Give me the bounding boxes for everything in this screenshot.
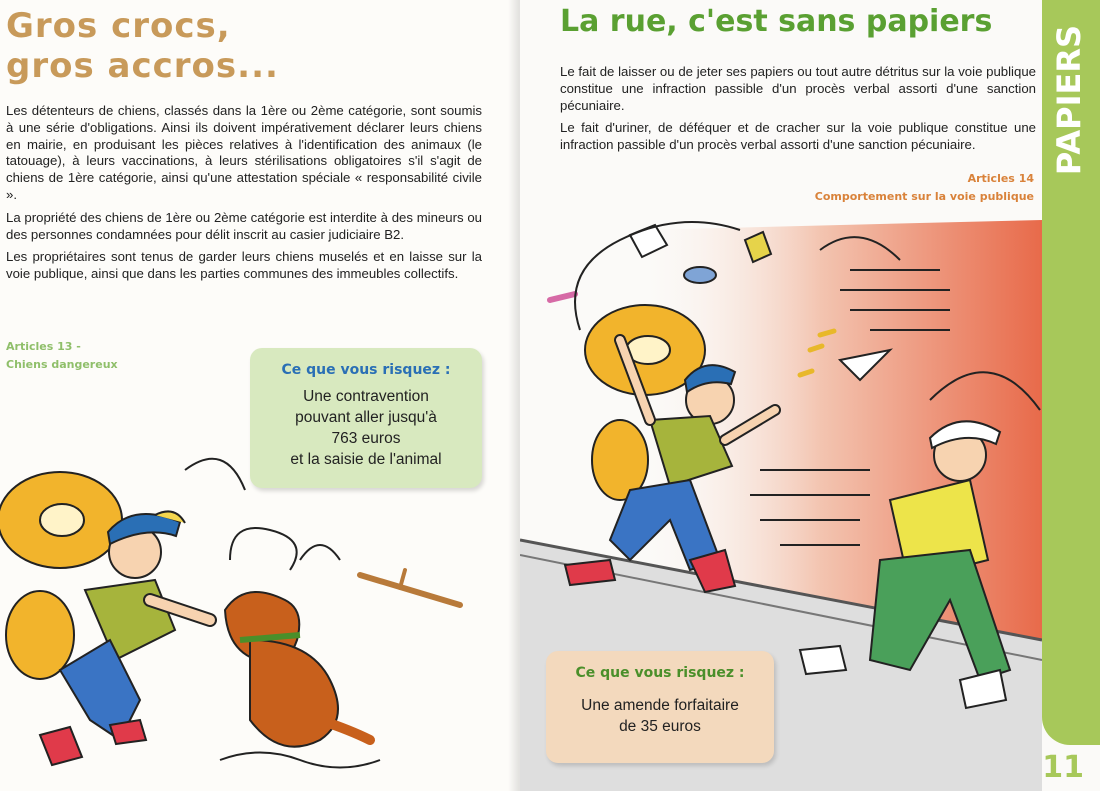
side-tab-text: PAPIERS xyxy=(1050,24,1088,176)
risk-box-body xyxy=(546,695,774,737)
risk-line: Une amende forfaitaire xyxy=(581,697,739,714)
left-page xyxy=(0,0,520,791)
motion-lines xyxy=(185,459,340,570)
article-subject: Comportement sur la voie publique xyxy=(814,190,1034,203)
dog-character xyxy=(225,592,370,747)
paragraph: Les propriétaires sont tenus de garder leurs chiens muselés et en laisse sur la voie publique, ainsi que dans les parties communes des immeubles collectifs. xyxy=(6,249,482,282)
paragraph: Les détenteurs de chiens, classés dans la 1ère ou 2ème catégorie, sont soumis à une série d'obligations. Ainsi ils doivent impérativement déclarer leurs chiens en mairie, en produisant les pièces relatives à l'identification des animaux (le tatouage), à leurs vaccinations, à leurs stérilisations obligatoires s'il s'agit de chiens de 1ère catégorie, ainsi qu'une attestation spéciale « responsabilité civile ». xyxy=(6,103,482,202)
walking-boy xyxy=(565,305,775,592)
section-side-tab xyxy=(1042,0,1100,745)
side-tab-label xyxy=(1042,0,1100,200)
title-line-2: gros accros... xyxy=(6,46,279,86)
dog-illustration xyxy=(0,0,520,791)
risk-box-right xyxy=(546,651,774,763)
risk-line: Une contravention xyxy=(303,388,429,405)
page-number: 11 xyxy=(1042,750,1084,785)
risk-line: 763 euros xyxy=(331,430,401,447)
ground-lines xyxy=(220,753,380,768)
article-number: Articles 13 - xyxy=(6,340,81,353)
stick xyxy=(360,570,460,605)
risk-line: pouvant aller jusqu'à xyxy=(295,409,437,426)
risk-line: de 35 euros xyxy=(619,718,701,735)
risk-line: et la saisie de l'animal xyxy=(290,451,442,468)
old-man xyxy=(800,421,1010,708)
article-number: Articles 14 xyxy=(967,172,1034,185)
paragraph: Le fait de laisser ou de jeter ses papiers ou tout autre détritus sur la voie publique constitue une infraction passible d'un procès verbal assorti d'une sanction pécuniaire. xyxy=(560,64,1036,113)
paragraph: Le fait d'uriner, de déféquer et de cracher sur la voie publique constitue une infraction passible d'un procès verbal assorti d'une sanction pécuniaire. xyxy=(560,120,1036,153)
risk-box-title: Ce que vous risquez : xyxy=(575,665,745,681)
page-title-right: La rue, c'est sans papiers xyxy=(560,4,993,39)
title-line-1: Gros crocs, xyxy=(6,6,231,46)
paragraph: La propriété des chiens de 1ère ou 2ème catégorie est interdite à des mineurs ou des personnes condamnées pour délit inscrit au casier judiciaire B2. xyxy=(6,209,482,242)
risk-box-title: Ce que vous risquez : xyxy=(281,362,451,378)
article-subject: Chiens dangereux xyxy=(6,358,118,371)
right-page xyxy=(520,0,1100,791)
